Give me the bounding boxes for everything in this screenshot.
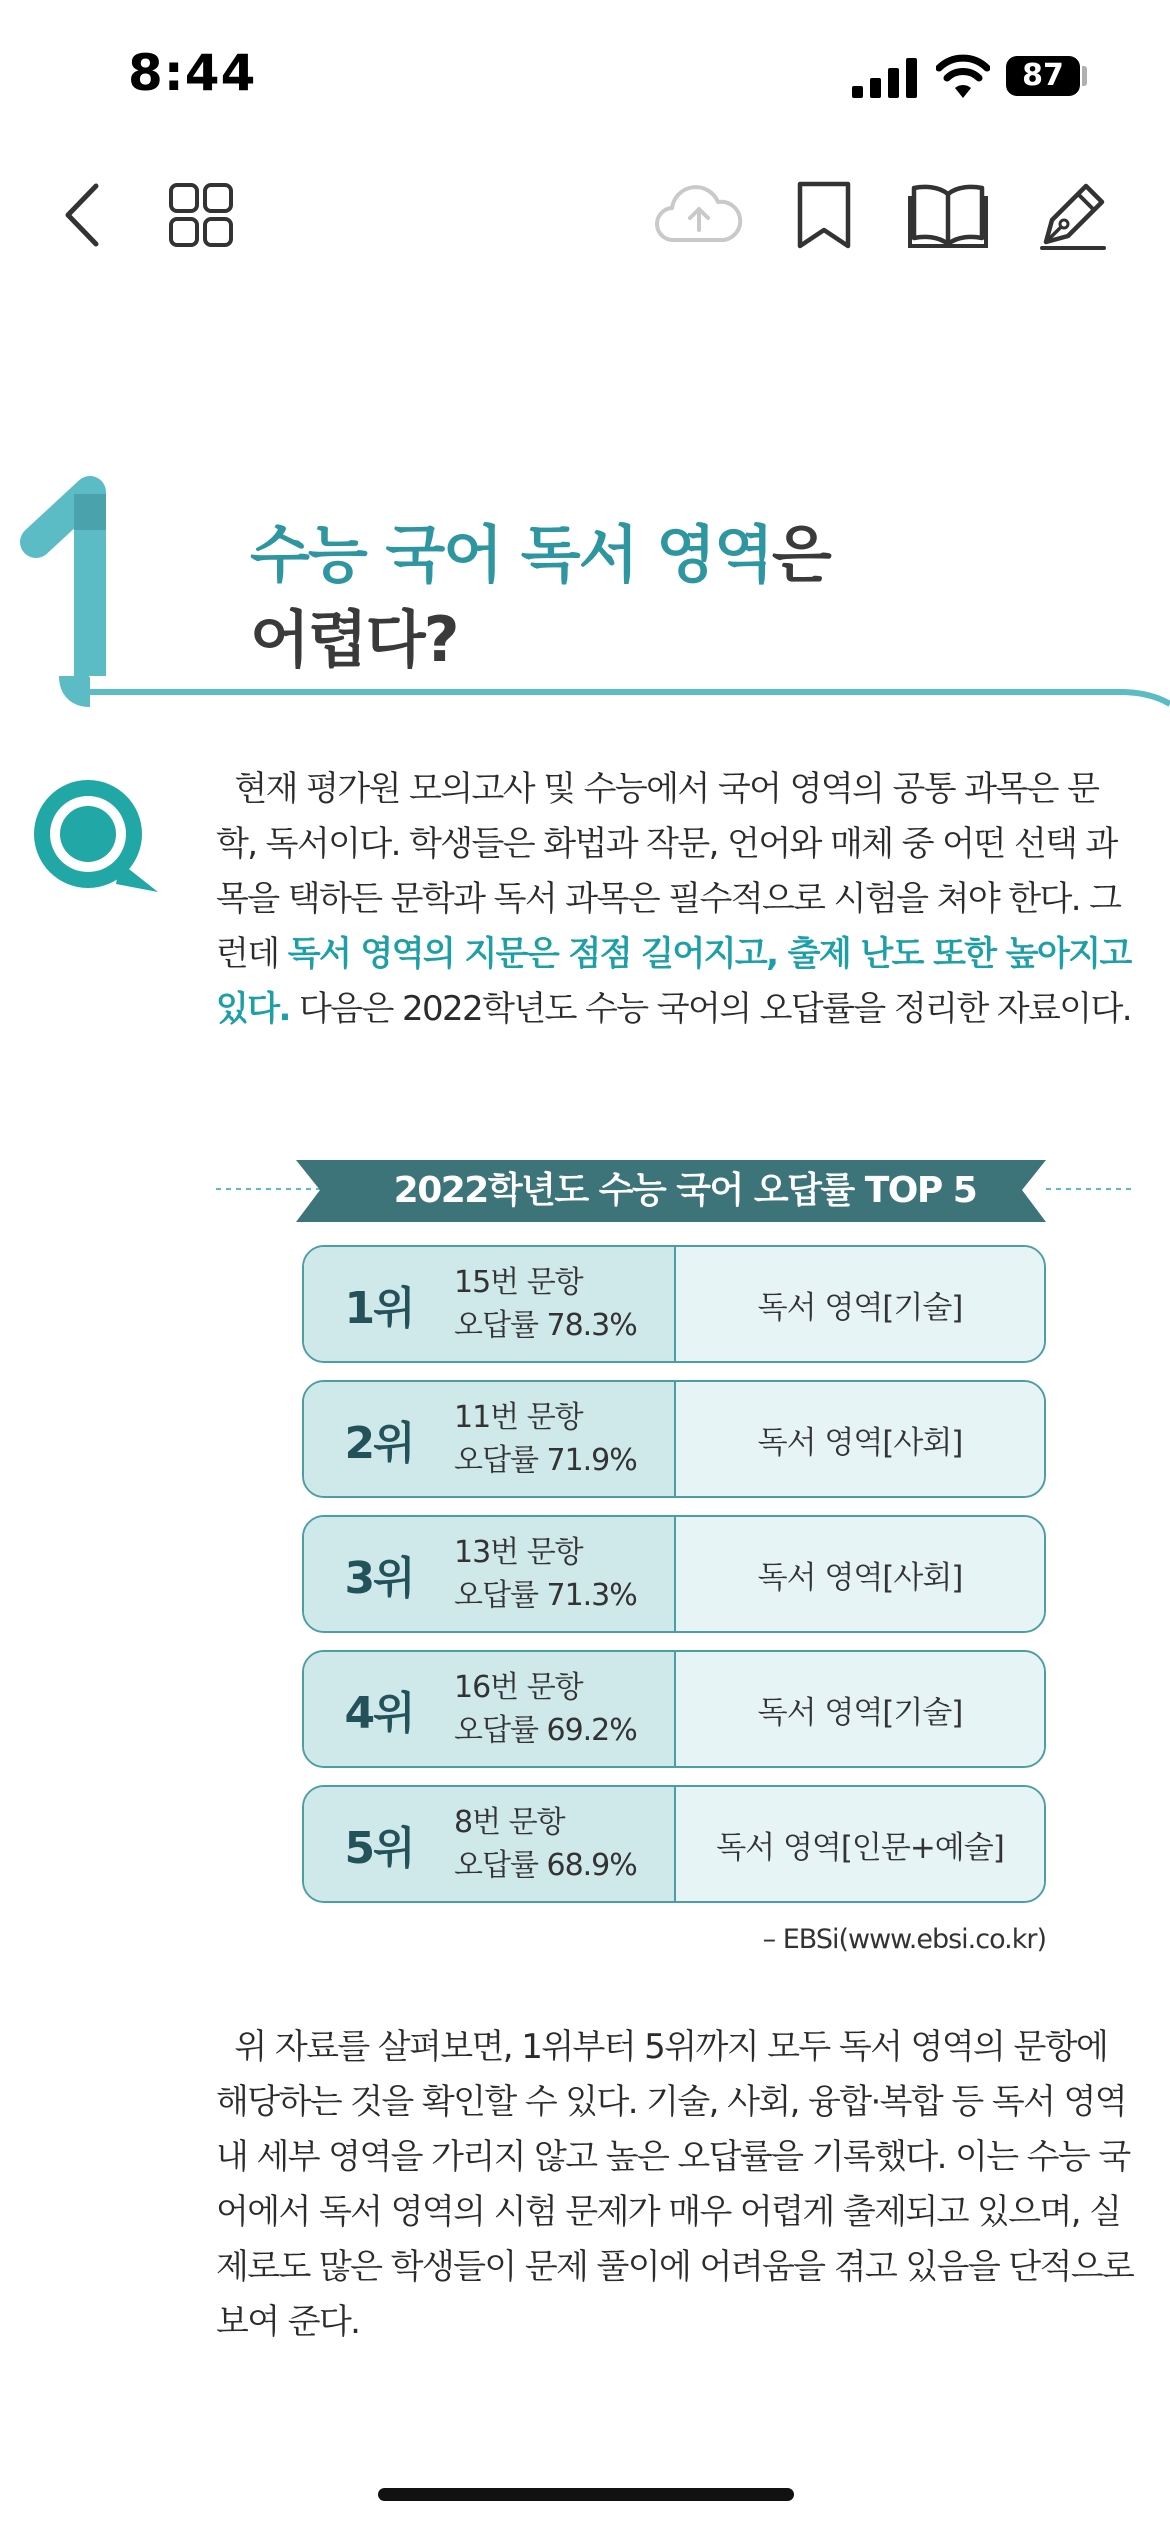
- table-row: [302, 1650, 1046, 1768]
- wifi-icon: [936, 54, 990, 98]
- chevron-left-icon[interactable]: [58, 180, 108, 250]
- bookmark-icon[interactable]: [794, 180, 854, 250]
- row-left-cell: [304, 1382, 676, 1496]
- signal-icon: [852, 58, 918, 98]
- row-area: 독서 영역[기술]: [676, 1652, 1044, 1766]
- row-area: 독서 영역[기술]: [676, 1247, 1044, 1361]
- intro-highlight: 독서 영역의 지문은 점점 길어지고, 출제 난도 또한 높아지고 있다.: [216, 934, 1131, 1029]
- table-title: 2022학년도 수능 국어 오답률 TOP 5: [393, 1170, 977, 1211]
- analysis-paragraph: 위 자료를 살펴보면, 1위부터 5위까지 모두 독서 영역의 문항에 해당하는 것을 확인할 수 있다. 기술, 사회, 융합·복합 등 독서 영역 내 세부 영역을 가리지 않고 높은 오답률을 기록했다. 이는 수능 국어에서 독서 영역의 시험 문제가 매우 어렵게 출제되고 있으며, 실제로도 많은 학생들이 문제 풀이에 어려움을 겪고 있음을 단적으로 보여 준다.: [216, 2027, 1134, 2342]
- row-rank: 2위: [344, 1418, 414, 1469]
- row-question: 15번 문항: [454, 1265, 583, 1300]
- row-question: 8번 문항: [454, 1805, 565, 1840]
- source-credit: – EBSi(www.ebsi.co.kr): [762, 1924, 1046, 1955]
- cloud-upload-icon[interactable]: [654, 184, 744, 246]
- question-icon: [20, 766, 160, 906]
- row-rank: 4위: [344, 1688, 414, 1739]
- row-question-block: [454, 1396, 637, 1482]
- status-time: 8:44: [128, 44, 257, 102]
- row-left-cell: [304, 1652, 676, 1766]
- row-question-block: [454, 1261, 637, 1347]
- row-area: 독서 영역[사회]: [676, 1382, 1044, 1496]
- row-question: 11번 문항: [454, 1400, 583, 1435]
- table-row: [302, 1245, 1046, 1363]
- section-heading-line2: 어렵다?: [250, 603, 458, 676]
- section-heading: [250, 505, 830, 594]
- row-rate: 오답률 71.3%: [454, 1578, 637, 1613]
- row-rank: 3위: [344, 1553, 414, 1604]
- row-left-cell: [304, 1517, 676, 1631]
- battery-tip: [1082, 66, 1087, 86]
- row-rate: 오답률 71.9%: [454, 1443, 637, 1478]
- pen-icon[interactable]: [1038, 180, 1108, 250]
- intro-text-1: 현재 평가원 모의고사 및 수능에서 국어 영역의 공통 과목은 문학, 독서이다. 학생들은 화법과 작문, 언어와 매체 중 어떤 선택 과목을 택하든 문학과 독서 과목은 필수적으로 시험을 쳐야 한다. 그런데: [216, 769, 1121, 974]
- table-row: [302, 1380, 1046, 1498]
- open-book-icon[interactable]: [908, 182, 988, 248]
- row-rank: 1위: [344, 1283, 414, 1334]
- row-rate: 오답률 78.3%: [454, 1308, 637, 1343]
- battery-indicator: 87: [1006, 56, 1080, 96]
- row-left-cell: [304, 1787, 676, 1901]
- row-question: 16번 문항: [454, 1670, 583, 1705]
- row-rank: 5위: [344, 1823, 414, 1874]
- row-area: 독서 영역[인문+예술]: [676, 1787, 1044, 1901]
- heading-accent: 수능 국어 독서 영역: [250, 518, 772, 591]
- intro-paragraph: [216, 762, 1134, 1037]
- row-left-cell: [304, 1247, 676, 1361]
- row-question-block: [454, 1801, 637, 1887]
- intro-text-2: 다음은 2022학년도 수능 국어의 오답률을 정리한 자료이다.: [289, 989, 1131, 1029]
- row-question: 13번 문항: [454, 1535, 583, 1570]
- grid-icon[interactable]: [168, 182, 234, 248]
- row-question-block: [454, 1666, 637, 1752]
- table-row: [302, 1515, 1046, 1633]
- home-indicator[interactable]: [378, 2488, 794, 2501]
- heading-rest: 은: [771, 518, 830, 591]
- row-question-block: [454, 1531, 637, 1617]
- table-row: [302, 1785, 1046, 1903]
- row-rate: 오답률 69.2%: [454, 1713, 637, 1748]
- row-rate: 오답률 68.9%: [454, 1848, 637, 1883]
- row-area: 독서 영역[사회]: [676, 1517, 1044, 1631]
